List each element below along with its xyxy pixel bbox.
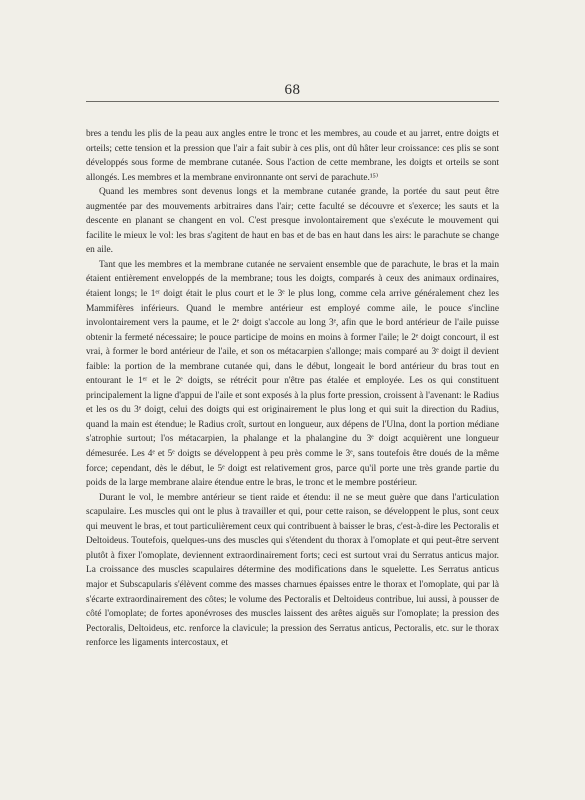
paragraph-3: Tant que les membres et la membrane cutanée ne servaient ensemble que de parachute, le bras et la main étaient entièrement enveloppés de la membrane; tous les doigts, comparés à ceux des animaux ordinaires, étaient longs; le 1ᵉʳ doigt était le plus court et le 3ᵉ le plus long, comme cela arrive généralement chez les Mammifères inférieurs. Quand le membre antérieur est employé comme aile, le pouce s'incline involontairement vers la paume, et le 2ᵉ doigt s'accole au long 3ᵉ, afin que le bord antérieur de l'aile puisse obtenir la fermeté nécessaire; le pouce participe de moins en moins à former l'aile; le 2ᵉ doigt concourt, il est vrai, à former le bord antérieur de l'aile, et son os métacarpien s'allonge; mais comparé au 3ᵉ doigt il devient faible: la portion de la membrane cutanée qui, dans le début, longeait le bord antérieur du bras tout en entourant le 1ᵉʳ et le 2ᵉ doigts, se rétrécit pour n'être pas étalée et employée. Les os qui constituent principalement la ligne d'appui de l'aile et sont exposés à la plus forte pression, croissent à l'avenant: le Radius et les os du 3ᵉ doigt, celui des doigts qui est originairement le plus long et qui suit la direction du Radius, quand la main est étendue; le Radius croît, surtout en longueur, aux dépens de l'Ulna, dont la portion médiane s'atrophie surtout; l'os métacarpien, la phalange et la phalangine du 3ᵉ doigt acquièrent une longueur démesurée. Les 4ᵉ et 5ᵉ doigts se développent à peu près comme le 3ᵉ, sans toutefois être doués de la même force; cependant, dès le début, le 5ᵉ doigt est relativement gros, parce qu'il porte une très grande partie du poids de la large membrane alaire étendue entre le bras, le tronc et le membre postérieur. — [86, 259, 499, 489]
paragraph-2: Quand les membres sont devenus longs et la membrane cutanée grande, la portée du saut peut être augmentée par des mouvements arbitraires dans l'air; cette faculté se découvre et s'exerce; les sauts et la descente en planant se changent en vol. C'est presque involontairement que s'exécute le mouvement qui facilite le mieux le vol: les bras s'agitent de haut en bas et de bas en haut dans les airs: le parachute se change en aile. — [86, 187, 499, 256]
body-text — [86, 127, 499, 651]
header-rule — [86, 101, 499, 102]
page-number: 68 — [284, 82, 301, 98]
paragraph-1: bres a tendu les plis de la peau aux angles entre le tronc et les membres, au coude et au jarret, entre doigts et orteils; cette tension et la pression que l'air a fait subir à ces plis, ont dû hâter leur croissance: ces plis se sont développés sous forme de membrane cutanée. Sous l'action de cette membrane, les doigts et orteils se sont allongés. Les membres et la membrane environnante ont servi de parachute.¹⁵⁾ — [86, 129, 499, 183]
paragraph-4: Durant le vol, le membre antérieur se tient raide et étendu: il ne se meut guère que dans l'articulation scapulaire. Les muscles qui ont le plus à travailler et qui, pour cette raison, se développent le plus, sont ceux qui meuvent le bras, et tout particulièrement ceux qui contribuent à baisser le bras, c'est-à-dire les Pectoralis et Deltoideus. Toutefois, quelques-uns des muscles qui s'étendent du thorax à l'omoplate et qui peut-être servent plutôt à fixer l'omoplate, deviennent extraordinairement forts; ceci est surtout vrai du Serratus anticus major. La croissance des muscles scapulaires détermine des modifications dans le squelette. Les Serratus anticus major et Subscapularis s'élèvent comme des masses charnues épaisses entre le thorax et l'omoplate, qui par là s'écarte extraordinairement des côtes; le volume des Pectoralis et Deltoideus contribue, lui aussi, à pousser de côté l'omoplate; de fortes aponévroses des muscles laissent des arêtes aiguës sur l'omoplate; la pression des Pectoralis, Deltoideus, etc. renforce la clavicule; la pression des Serratus anticus, Pectoralis, etc. sur le thorax renforce les ligaments intercostaux, et — [86, 492, 499, 649]
